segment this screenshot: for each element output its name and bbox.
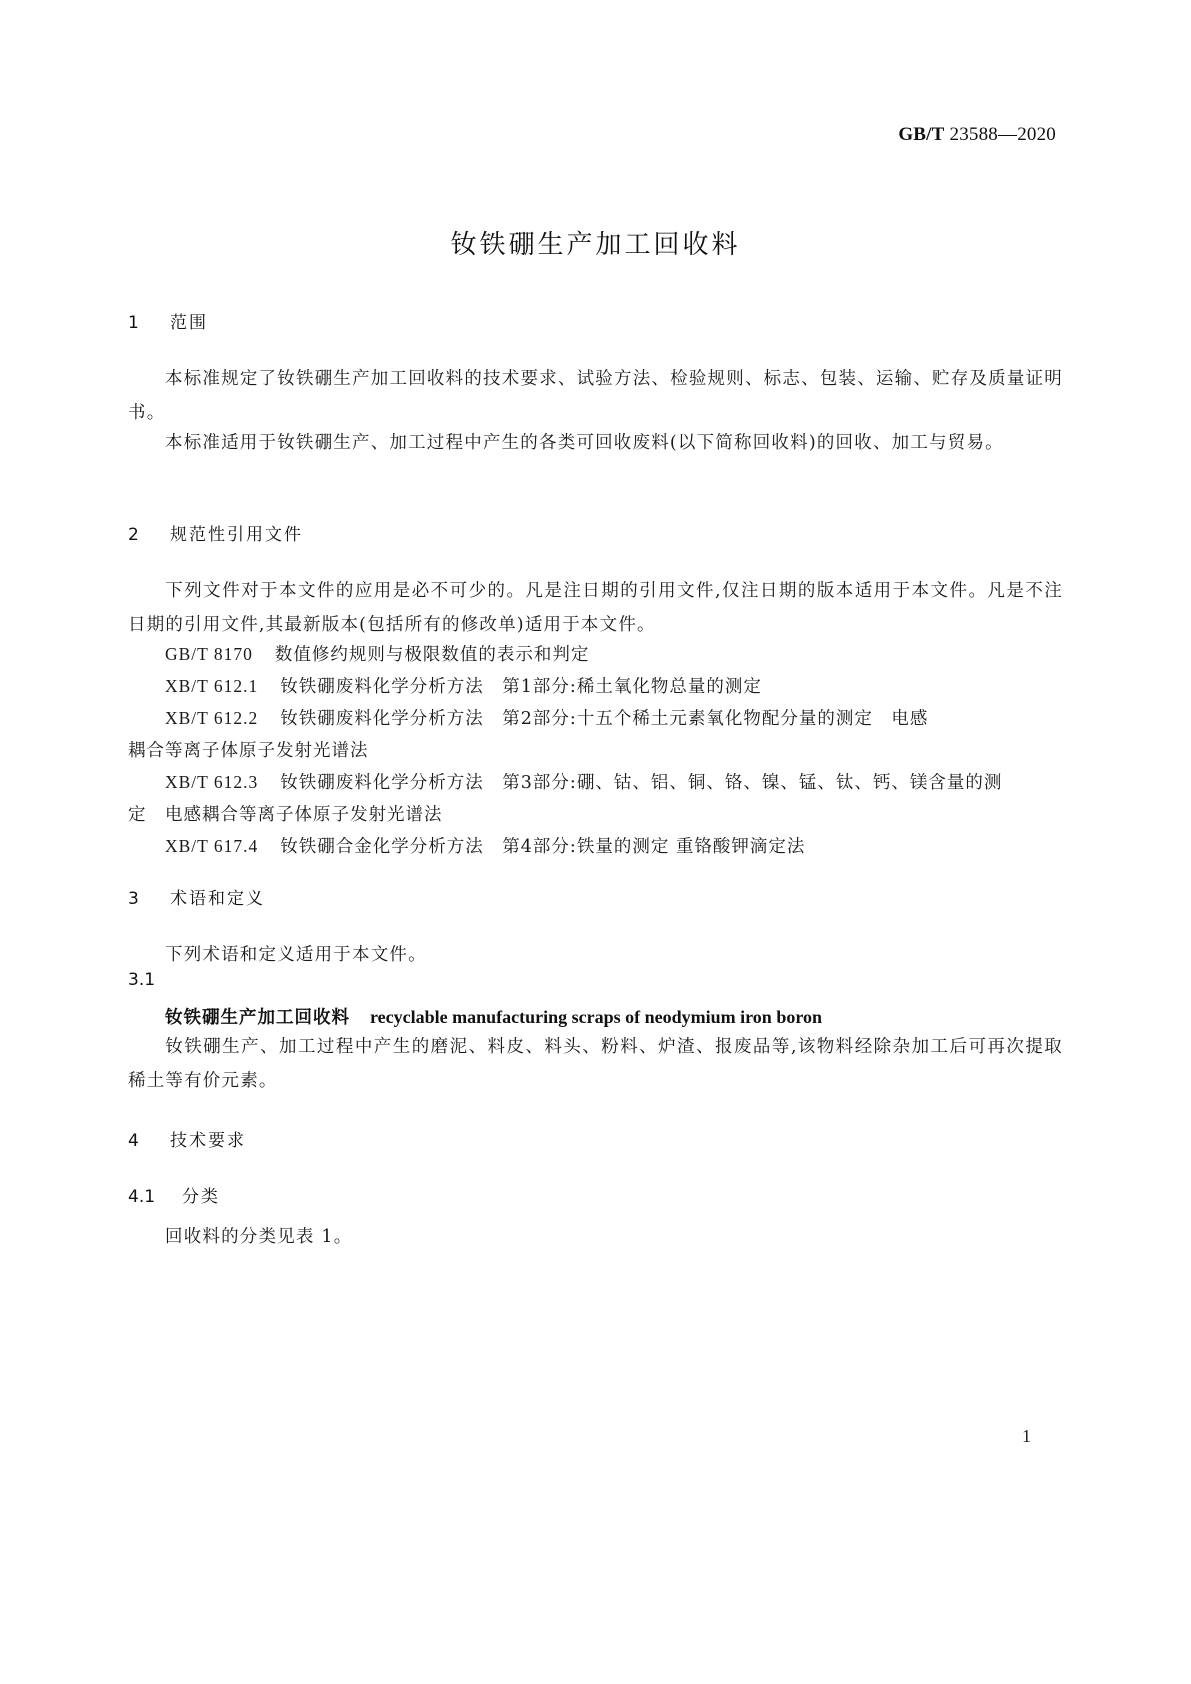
reference-item: [165, 705, 928, 730]
reference-code: XB/T 612.1: [165, 676, 259, 696]
section-number: 2: [128, 525, 139, 545]
term-entry: [165, 1004, 822, 1029]
subsection-title: 分类: [182, 1187, 220, 1207]
reference-code: XB/T 617.4: [165, 836, 259, 856]
section-1-heading: [128, 308, 208, 333]
reference-item: [165, 641, 589, 666]
reference-continuation: 定 电感耦合等离子体原子发射光谱法: [128, 805, 443, 825]
reference-code: XB/T 612.2: [165, 708, 259, 728]
reference-title: 钕铁硼废料化学分析方法 第2部分:十五个稀土元素氧化物配分量的测定 电感: [280, 709, 929, 729]
section-title: 范围: [170, 313, 208, 333]
page-number: 1: [1022, 1426, 1031, 1446]
section-4-1-heading: [128, 1182, 220, 1207]
document-title: 钕铁硼生产加工回收料: [450, 230, 741, 260]
term-number: 3.1: [128, 970, 156, 990]
scope-paragraph-1: 本标准规定了钕铁硼生产加工回收料的技术要求、试验方法、检验规则、标志、包装、运输、贮存及质量证明书。: [128, 369, 1063, 423]
reference-item: [165, 769, 1002, 794]
reference-item: [165, 833, 805, 858]
references-intro: 下列文件对于本文件的应用是必不可少的。凡是注日期的引用文件,仅注日期的版本适用于本文件。凡是不注日期的引用文件,其最新版本(包括所有的修改单)适用于本文件。: [128, 581, 1063, 635]
section-4-heading: [128, 1126, 246, 1151]
section-2-heading: [128, 520, 303, 545]
reference-item: [165, 673, 762, 698]
section-number: 1: [128, 313, 139, 333]
standard-prefix: GB/T: [898, 124, 945, 145]
subsection-number: 4.1: [128, 1187, 156, 1207]
term-definition: 钕铁硼生产、加工过程中产生的磨泥、料皮、料头、粉料、炉渣、报废品等,该物料经除杂加工后可再次提取稀土等有价元素。: [128, 1037, 1063, 1091]
section-3-heading: [128, 884, 265, 909]
reference-title: 钕铁硼废料化学分析方法 第1部分:稀土氧化物总量的测定: [280, 677, 762, 697]
standard-code: [898, 124, 1056, 146]
reference-code: XB/T 612.3: [165, 772, 259, 792]
section-title: 技术要求: [170, 1131, 246, 1151]
reference-title: 钕铁硼废料化学分析方法 第3部分:硼、钴、铝、铜、铬、镍、锰、钛、钙、镁含量的测: [280, 773, 1003, 793]
term-chinese: 钕铁硼生产加工回收料: [165, 1008, 350, 1028]
terms-intro: 下列术语和定义适用于本文件。: [165, 945, 427, 965]
term-english: recyclable manufacturing scraps of neodymium iron boron: [370, 1007, 823, 1027]
reference-code: GB/T 8170: [165, 644, 253, 664]
standard-number: 23588—2020: [949, 124, 1056, 145]
reference-continuation: 耦合等离子体原子发射光谱法: [128, 741, 369, 761]
classification-text: 回收料的分类见表 1。: [165, 1227, 353, 1247]
section-number: 3: [128, 889, 139, 909]
reference-title: 数值修约规则与极限数值的表示和判定: [274, 645, 590, 665]
section-number: 4: [128, 1131, 139, 1151]
section-title: 术语和定义: [170, 889, 265, 909]
scope-paragraph-2: 本标准适用于钕铁硼生产、加工过程中产生的各类可回收废料(以下简称回收料)的回收、加工与贸易。: [165, 433, 1004, 453]
reference-title: 钕铁硼合金化学分析方法 第4部分:铁量的测定 重铬酸钾滴定法: [280, 837, 806, 857]
section-title: 规范性引用文件: [170, 525, 303, 545]
